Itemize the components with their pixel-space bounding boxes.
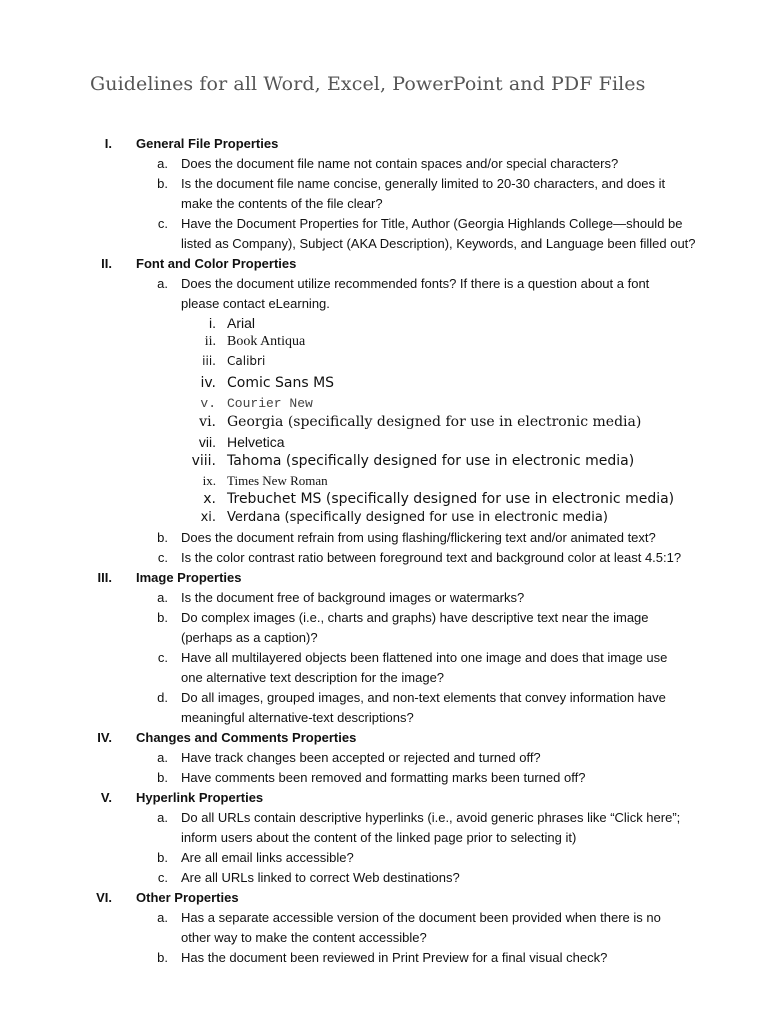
item-text-line: meaningful alternative-text descriptions? [181,710,414,725]
section-number: II. [101,256,112,271]
font-list-item: Verdana (specifically designed for use in electronic media) [227,510,608,525]
item-letter: c. [157,870,168,885]
item-letter: c. [157,550,168,565]
item-letter: a. [157,910,168,925]
font-list-item: Tahoma (specifically designed for use in electronic media) [227,453,635,469]
section-title: Font and Color Properties [136,256,297,271]
font-list-number: iv. [200,375,216,391]
font-list-number: vi. [199,414,216,430]
item-text-line: Are all URLs linked to correct Web destinations? [181,870,460,885]
item-text-line: Has the document been reviewed in Print Preview for a final visual check? [181,950,608,965]
page-title: Guidelines for all Word, Excel, PowerPoint and PDF Files [90,73,646,95]
section-number: V. [100,790,112,805]
font-list-item: Arial [227,315,256,331]
item-text-line: Has a separate accessible version of the document been provided when there is no [181,910,661,925]
item-letter: a. [157,276,168,291]
item-text-line: listed as Company), Subject (AKA Description), Keywords, and Language been filled out? [181,236,696,251]
font-list-number: x. [203,491,216,507]
item-letter: b. [157,850,168,865]
section-title: Changes and Comments Properties [136,730,357,745]
font-list-item: Comic Sans MS [227,375,335,391]
font-list-number: ii. [204,334,216,349]
item-text-line: Is the color contrast ratio between foreground text and background color at least 4.5:1? [181,550,682,565]
item-text-line: Does the document file name not contain spaces and/or special characters? [181,156,619,171]
font-list-number: vii. [198,434,216,450]
item-text-line: Is the document free of background images or watermarks? [181,590,525,605]
item-letter: a. [157,156,168,171]
item-letter: c. [157,650,168,665]
item-text-line: Do all URLs contain descriptive hyperlinks (i.e., avoid generic phrases like “Click here”; [181,810,681,825]
item-text-line: Have all multilayered objects been flattened into one image and does that image use [181,650,668,665]
item-text-line: Does the document refrain from using flashing/flickering text and/or animated text? [181,530,656,545]
item-letter: b. [157,950,168,965]
item-letter: b. [157,530,168,545]
item-text-line: Do all images, grouped images, and non-text elements that convey information have [181,690,666,705]
item-text-line: Is the document file name concise, generally limited to 20-30 characters, and does it [181,176,666,191]
item-text-line: please contact eLearning. [181,296,330,311]
font-list-item: Georgia (specifically designed for use in electronic media) [227,414,642,430]
item-text-line: Have comments been removed and formatting marks been turned off? [181,770,586,785]
font-list-number: v. [200,396,216,411]
item-letter: a. [157,750,168,765]
section-number: IV. [97,730,112,745]
item-letter: b. [157,610,168,625]
font-list-item: Courier New [227,396,313,411]
section-title: Hyperlink Properties [136,790,264,805]
font-list-item: Times New Roman [227,473,328,488]
font-list-number: i. [209,315,216,331]
item-text-line: inform users about the content of the linked page prior to selecting it) [181,830,577,845]
item-text-line: Does the document utilize recommended fonts? If there is a question about a font [181,276,650,291]
section-number: I. [104,136,112,151]
item-letter: a. [157,590,168,605]
item-text-line: Have the Document Properties for Title, Author (Georgia Highlands College—should be [181,216,683,231]
font-list-number: xi. [200,510,216,525]
font-list-item: Calibri [227,354,266,368]
item-letter: b. [157,770,168,785]
section-title: Image Properties [136,570,242,585]
font-list-number: ix. [202,473,216,488]
item-letter: b. [157,176,168,191]
font-list-number: viii. [191,453,216,469]
font-list-item: Trebuchet MS (specifically designed for use in electronic media) [227,491,675,507]
section-title: General File Properties [136,136,279,151]
item-text-line: other way to make the content accessible? [181,930,427,945]
item-text-line: Are all email links accessible? [181,850,354,865]
section-number: VI. [96,890,112,905]
font-list-item: Book Antiqua [227,334,306,349]
item-text-line: make the contents of the file clear? [181,196,383,211]
item-text-line: one alternative text description for the image? [181,670,445,685]
item-letter: c. [157,216,168,231]
item-letter: a. [157,810,168,825]
item-text-line: Have track changes been accepted or rejected and turned off? [181,750,541,765]
font-list-number: iii. [202,354,216,368]
section-title: Other Properties [136,890,239,905]
item-letter: d. [157,690,168,705]
item-text-line: Do complex images (i.e., charts and graphs) have descriptive text near the image [181,610,649,625]
font-list-item: Helvetica [227,434,285,450]
section-number: III. [97,570,112,585]
item-text-line: (perhaps as a caption)? [181,630,318,645]
